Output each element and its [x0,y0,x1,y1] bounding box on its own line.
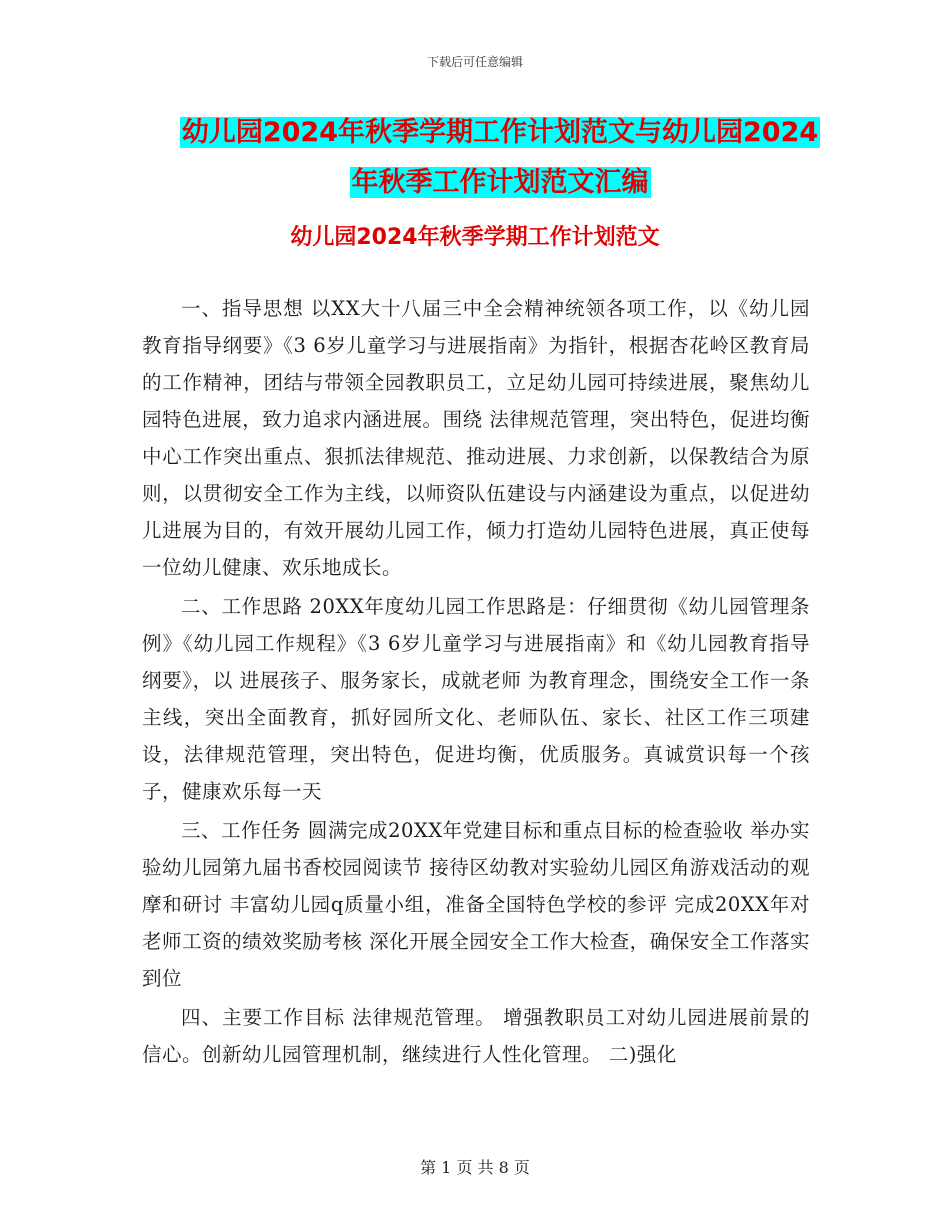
document-title-line-1: 幼儿园2024年秋季学期工作计划范文与幼儿园2024 [181,117,819,148]
paragraph-guiding-thought: 一、指导思想 以XX大十八届三中全会精神统领各项工作，以《幼儿园教育指导纲要》《3 6岁儿童学习与进展指南》为指针，根据杏花岭区教育局的工作精神，团结与带领全园教职员工，立足幼儿园可持续进展，聚焦幼儿园特色进展，致力追求内涵进展。围绕 法律规范管理，突出特色，促进均衡 中心工作突出重点、狠抓法律规范、推动进展、力求创新，以保教结合为原则，以贯彻安全工作为主线，以师资队伍建设与内涵建设为重点，以促进幼儿进展为目的，有效开展幼儿园工作，倾力打造幼儿园特色进展，真正使每一位幼儿健康、欢乐地成长。 [142,297,810,579]
document-title [150,108,850,208]
section-title: 幼儿园2024年秋季学期工作计划范文 [290,225,660,250]
header-note: 下载后可任意编辑 [426,55,523,69]
paragraph-main-goals: 四、主要工作目标 法律规范管理。 增强教职员工对幼儿园进展前景的信心。创新幼儿园管理机制，继续进行人性化管理。 二)强化 [142,1006,810,1066]
paragraph-work-approach: 二、工作思路 20XX年度幼儿园工作思路是：仔细贯彻《幼儿园管理条例》《幼儿园工作规程》《3 6岁儿童学习与进展指南》和《幼儿园教育指导纲要》，以 进展孩子、服务家长，成就老师 为教育理念，围绕安全工作一条主线，突出全面教育，抓好园所文化、老师队伍、家长、社区工作三项建设，法律规范管理，突出特色，促进均衡，优质服务。真诚赏识每一个孩子，健康欢乐每一天 [142,595,810,803]
page-footer: 第 1 页 共 8 页 [420,1158,530,1177]
paragraph-work-tasks: 三、工作任务 圆满完成20XX年党建目标和重点目标的检查验收 举办实验幼儿园第九届书香校园阅读节 接待区幼教对实验幼儿园区角游戏活动的观摩和研讨 丰富幼儿园q质量小组，准备全国特色学校的参评 完成20XX年对老师工资的绩效奖励考核 深化开展全园安全工作大检查，确保安全工作落实到位 [142,819,810,990]
body-text [142,290,810,1073]
document-title-line-2: 年秋季工作计划范文汇编 [351,167,649,198]
